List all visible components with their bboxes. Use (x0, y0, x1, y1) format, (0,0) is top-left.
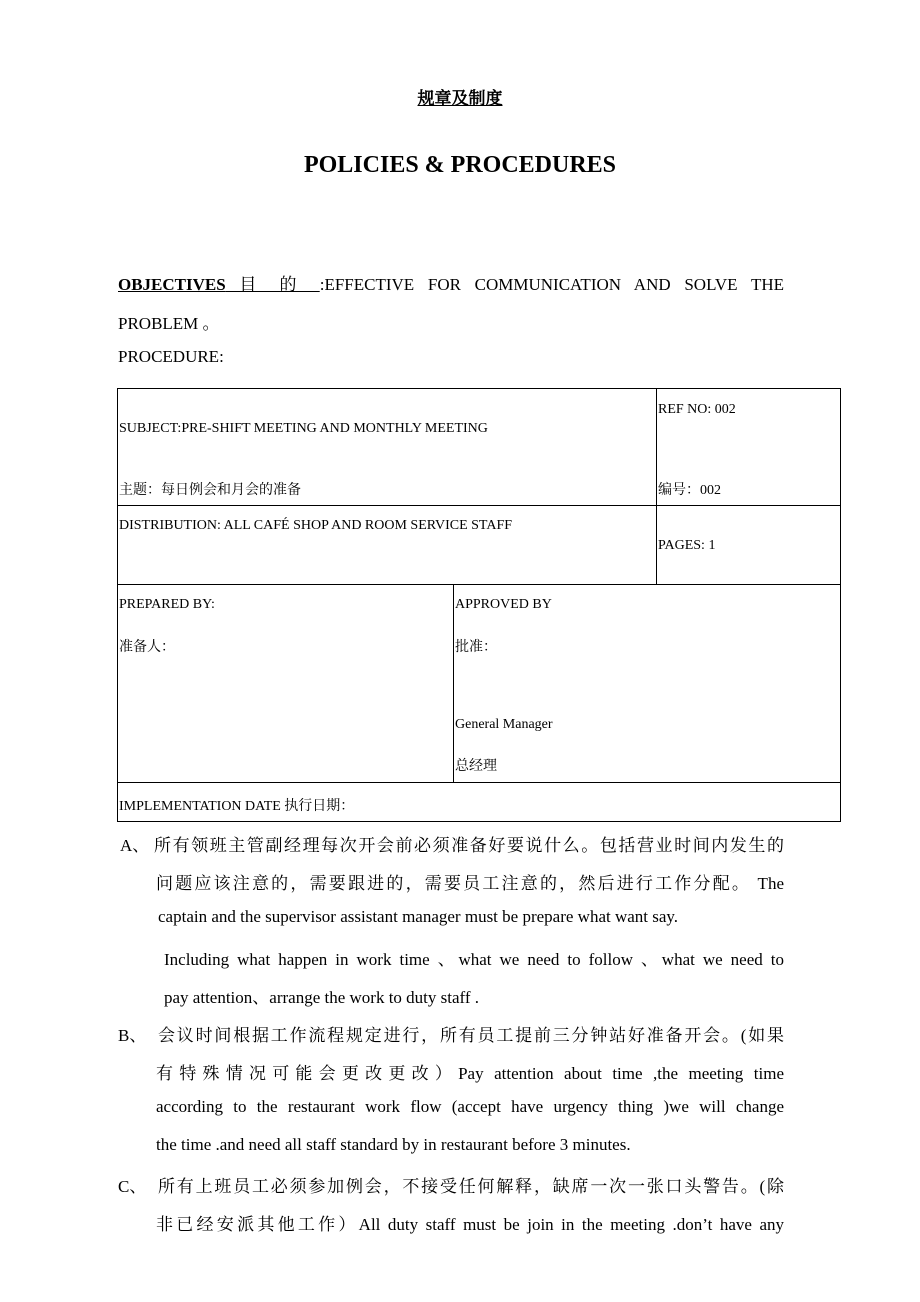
ref-no-cn: 编号：002 (658, 483, 721, 498)
objectives-label: OBJECTIVES (118, 275, 226, 294)
prepared-by-cn: 准备人： (119, 640, 175, 655)
distribution: DISTRIBUTION: ALL CAFÉ SHOP AND ROOM SERVICE STAFF (119, 518, 513, 533)
table-divider (118, 584, 840, 585)
objectives-text: :EFFECTIVE FOR COMMUNICATION AND SOLVE THE (319, 275, 784, 294)
item-b-line: the time .and need all staff standard by in restaurant before 3 minutes. (156, 1135, 631, 1154)
item-a-line: Including what happen in work time 、what we need to follow 、what we need to (164, 950, 784, 969)
procedure-table (117, 388, 841, 822)
item-a-line: 问题应该注意的，需要跟进的，需要员工注意的，然后进行工作分配。 The (156, 874, 784, 893)
table-divider (453, 584, 454, 782)
approver-title-en: General Manager (455, 717, 553, 732)
procedure-label: PROCEDURE: (118, 347, 224, 366)
item-b-line: 有特殊情况可能会更改更改）Pay attention about time ,the meeting time (156, 1064, 784, 1083)
subject-en: SUBJECT:PRE-SHIFT MEETING AND MONTHLY MEETING (119, 421, 488, 436)
item-a-line: captain and the supervisor assistant manager must be prepare what want say. (158, 907, 679, 926)
item-c-line: 所有上班员工必须参加例会，不接受任何解释，缺席一次一张口头警告。(除 (158, 1177, 784, 1196)
item-b-marker: B、 (118, 1026, 147, 1045)
implementation-date: IMPLEMENTATION DATE 执行日期： (119, 799, 355, 814)
subject-cn: 主题：每日例会和月会的准备 (119, 483, 301, 498)
item-b-line: according to the restaurant work flow (accept have urgency thing )we will change (156, 1097, 784, 1116)
objectives-text-continued: PROBLEM 。 (118, 314, 220, 333)
ref-no-en: REF NO: 002 (658, 402, 736, 417)
item-a-line: 所有领班主管副经理每次开会前必须准备好要说什么。包括营业时间内发生的 (154, 836, 784, 855)
item-c-marker: C、 (118, 1177, 147, 1196)
pages: PAGES: 1 (658, 538, 716, 553)
item-c-line: 非已经安派其他工作）All duty staff must be join in the meeting .don’t have any (156, 1215, 784, 1234)
prepared-by-en: PREPARED BY: (119, 597, 215, 612)
approver-title-cn: 总经理 (455, 759, 497, 774)
item-a-marker: A、 (120, 836, 150, 855)
approved-by-cn: 批准： (455, 640, 497, 655)
page-title-cn: 规章及制度 (417, 89, 503, 108)
table-divider (118, 782, 840, 783)
page-title-en: POLICIES & PROCEDURES (303, 152, 617, 178)
objectives-line (118, 270, 784, 295)
item-a-line: pay attention、arrange the work to duty staff . (164, 988, 480, 1007)
approved-by-en: APPROVED BY (455, 597, 552, 612)
table-divider (118, 505, 840, 506)
item-b-line: 会议时间根据工作流程规定进行，所有员工提前三分钟站好准备开会。(如果 (158, 1026, 784, 1045)
table-divider (656, 389, 657, 584)
objectives-label-cn: 目 的 (225, 275, 320, 294)
